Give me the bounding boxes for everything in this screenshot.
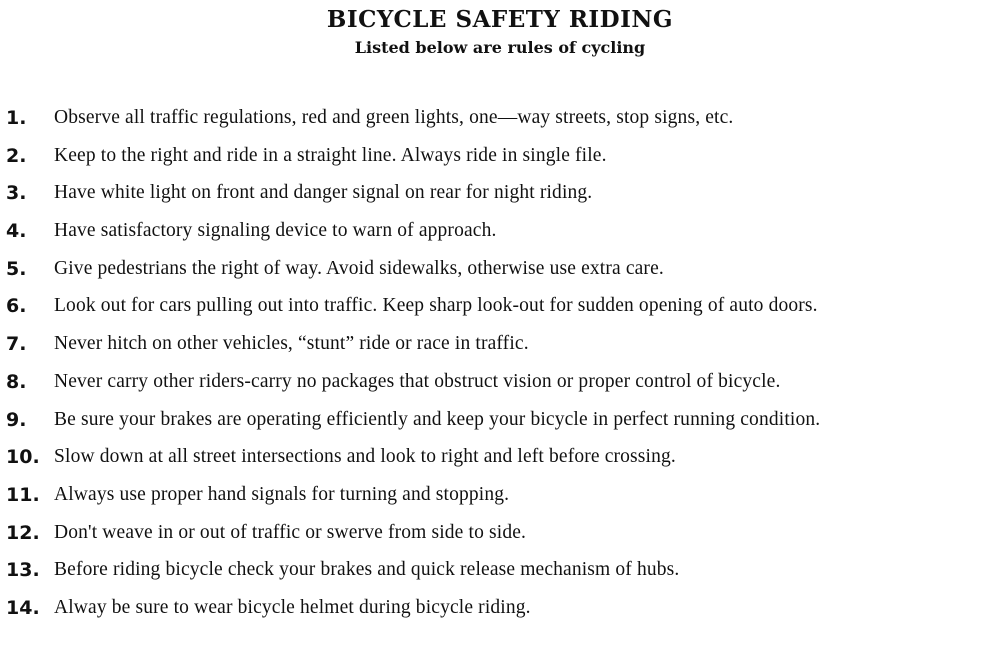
- rule-item: [0, 179, 1000, 217]
- rule-number: 7.: [6, 333, 27, 356]
- rule-item: [0, 368, 1000, 406]
- rule-text: Have satisfactory signaling device to warn of approach.: [54, 220, 497, 242]
- rule-item: [0, 255, 1000, 293]
- rule-text: Never carry other riders-carry no packages that obstruct vision or proper control of bicycle.: [54, 370, 781, 392]
- document-subtitle: Listed below are rules of cycling: [354, 38, 646, 57]
- rule-number: 2.: [6, 144, 27, 167]
- rule-number: 4.: [6, 220, 27, 243]
- rule-text: Never hitch on other vehicles, “stunt” ride or race in traffic.: [54, 333, 529, 355]
- rule-item: [0, 142, 1000, 180]
- rule-text: Observe all traffic regulations, red and green lights, one—way streets, stop signs, etc.: [54, 107, 734, 128]
- rule-item: [0, 556, 1000, 594]
- rule-number: 11.: [6, 483, 40, 506]
- rule-number: 14.: [6, 596, 40, 619]
- rule-text: Give pedestrians the right of way. Avoid sidewalks, otherwise use extra care.: [54, 257, 664, 279]
- rule-text: Look out for cars pulling out into traffic. Keep sharp look-out for sudden opening of auto doors.: [54, 295, 818, 317]
- rule-item: [0, 330, 1000, 368]
- rule-number: 6.: [6, 295, 27, 318]
- rule-text: Alway be sure to wear bicycle helmet during bicycle riding.: [54, 596, 531, 618]
- rule-text: Slow down at all street intersections and look to right and left before crossing.: [54, 446, 676, 468]
- rule-number: 13.: [6, 559, 40, 582]
- rule-text: Have white light on front and danger signal on rear for night riding.: [54, 182, 593, 204]
- rule-text: Always use proper hand signals for turning and stopping.: [54, 483, 510, 505]
- rules-list: [0, 104, 1000, 632]
- rule-text: Don't weave in or out of traffic or swerve from side to side.: [54, 521, 527, 543]
- rule-text: Keep to the right and ride in a straight line. Always ride in single file.: [54, 144, 607, 166]
- rule-item: [0, 217, 1000, 255]
- rule-text: Before riding bicycle check your brakes and quick release mechanism of hubs.: [54, 559, 680, 581]
- rule-number: 12.: [6, 521, 40, 544]
- rule-item: [0, 481, 1000, 519]
- rule-item: [0, 292, 1000, 330]
- rule-item: [0, 104, 1000, 142]
- rule-text: Be sure your brakes are operating efficiently and keep your bicycle in perfect running condition.: [54, 408, 821, 430]
- rule-item: [0, 594, 1000, 632]
- rule-number: 9.: [6, 408, 27, 431]
- rule-item: [0, 519, 1000, 557]
- rule-item: [0, 406, 1000, 444]
- rule-number: 3.: [6, 182, 27, 205]
- rule-item: [0, 443, 1000, 481]
- rule-number: 10.: [6, 446, 40, 469]
- rule-number: 1.: [6, 107, 27, 129]
- rule-number: 5.: [6, 257, 27, 280]
- rule-number: 8.: [6, 370, 27, 393]
- document-title: BICYCLE SAFETY RIDING: [326, 6, 674, 33]
